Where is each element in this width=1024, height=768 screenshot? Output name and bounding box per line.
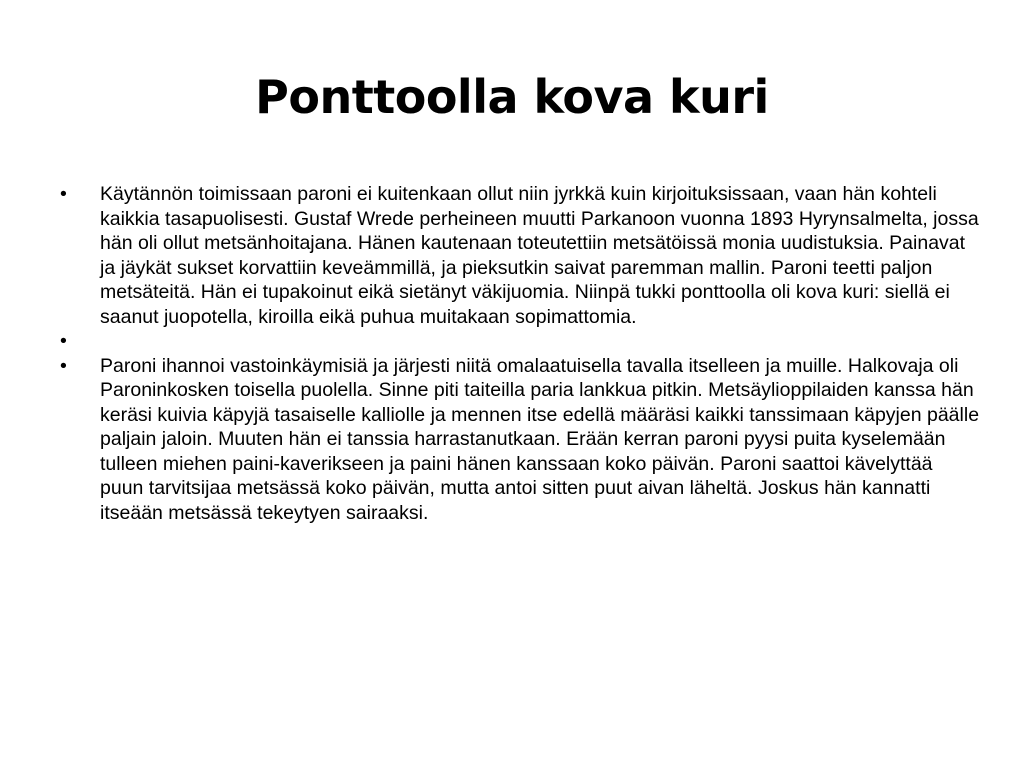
bullet-marker: • — [60, 330, 67, 352]
bullet-text — [100, 329, 980, 354]
bullet-marker: • — [60, 354, 67, 377]
slide-title: Ponttoolla kova kuri — [255, 70, 769, 124]
bullet-text: Paroni ihannoi vastoinkäymisiä ja järjesti niitä omalaatuisella tavalla itselleen ja muille. Halkovaja oli Paroninkosken toisella puolella. Sinne piti taiteilla paria lankkua pitkin. Metsäylioppilaiden kanssa hän keräsi kuivia käpyjä tasaiselle kalliolle ja mennen itse edellä määräsi kaikki tanssimaan käpyjen päälle paljain jaloin. Muuten hän ei tanssia harrastanutkaan. Erään kerran paroni pyysi puita kyselemään tulleen miehen paini-kaverikseen ja paini hänen kanssaan koko päivän. Paroni saattoi kävelyttää puun tarvitsijaa metsässä koko päivän, mutta antoi sitten puut aivan läheltä. Joskus hän kannatti itseään metsässä tekeytyen sairaaksi. — [100, 354, 980, 524]
bullet-list — [60, 182, 980, 525]
bullet-marker: • — [60, 183, 67, 205]
bullet-item — [60, 329, 980, 354]
bullet-text: Käytännön toimissaan paroni ei kuitenkaan ollut niin jyrkkä kuin kirjoituksissaan, vaan hän kohteli kaikkia tasapuolisesti. Gustaf Wrede perheineen muutti Parkanoon vuonna 1893 Hyrynsalmelta, jossa hän oli ollut metsänhoitajana. Hänen kautenaan toteutettiin metsätöissä monia uudistuksia. Painavat ja jäykät sukset korvattiin keveämmillä, ja pieksutkin saivat paremman mallin. Paroni teetti paljon metsäteitä. Hän ei tupakoinut eikä sietänyt väkijuomia. Niinpä tukki ponttoolla oli kova kuri: siellä ei saanut juopotella, kiroilla eikä puhua muitakaan sopimattomia. — [100, 183, 979, 328]
bullet-item — [60, 182, 980, 329]
bullet-item — [60, 354, 980, 526]
